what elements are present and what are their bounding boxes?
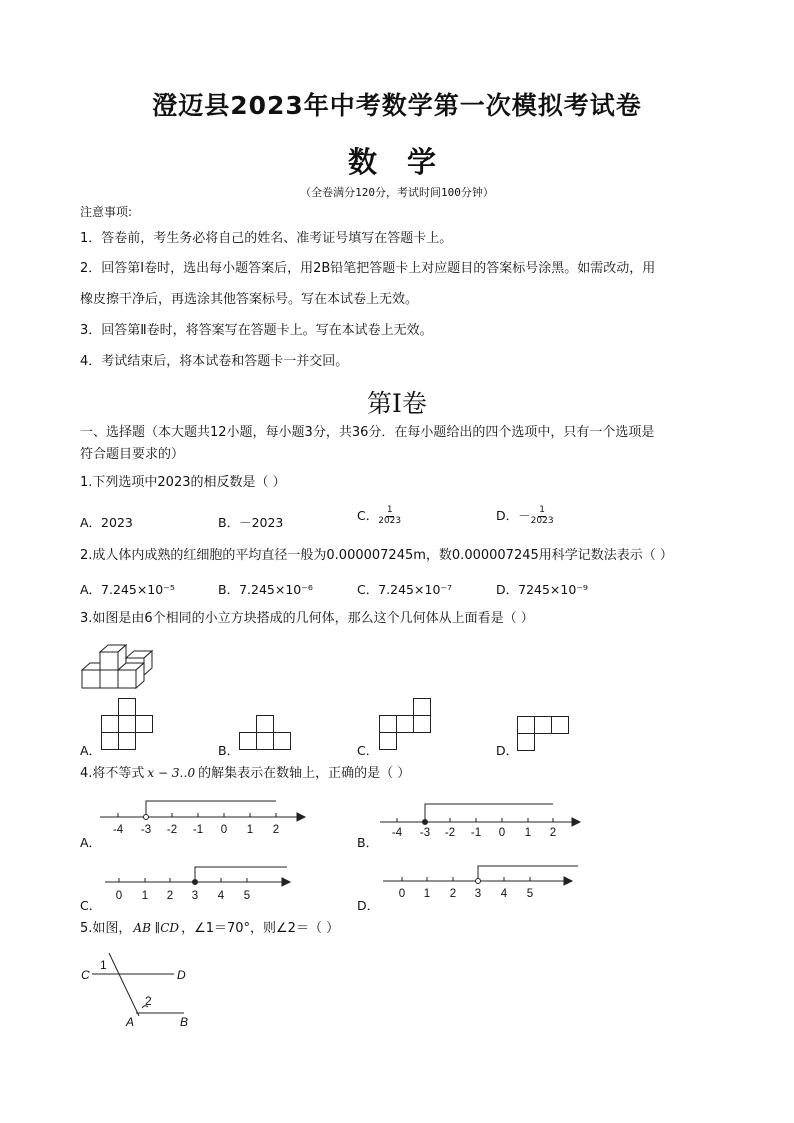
q4-c-tick-4: 4 (217, 890, 225, 902)
q4-a-tick-0: 0 (220, 824, 228, 836)
part1-heading: 一、选择题（本大题共12小题，每小题3分，共36分．在每小题给出的四个选项中，只有一个选项是 (80, 425, 655, 440)
q4-b-tick-2: 2 (549, 827, 557, 838)
q4-d-tick-5: 5 (526, 888, 534, 900)
q4-a-tick-neg4: -4 (112, 824, 124, 836)
q1-option-c (357, 506, 401, 527)
notice-item-2: 2．回答第Ⅰ卷时，选出每小题答案后，用2B铅笔把答题卡上对应题目的答案标号涂黑。如需改动，用 (80, 261, 656, 276)
q3-option-a-figure (100, 698, 160, 752)
q3-option-c-label: C． (357, 743, 379, 758)
q5-angle-1-label: 1 (100, 958, 107, 972)
q1-option-b: B．－2023 (218, 515, 284, 530)
q1-option-c-fraction (378, 506, 401, 527)
q1-option-d-denominator: 2023 (530, 516, 554, 526)
q4-a-tick-neg1: -1 (192, 824, 204, 836)
q4-option-a-label: A． (80, 835, 102, 850)
exam-duration-note: （全卷满分120分，考试时间100分钟） (300, 186, 494, 199)
q1-option-d-fraction (531, 506, 554, 527)
q4-b-tick-1: 1 (524, 827, 532, 838)
q4-option-a-numberline (95, 795, 310, 837)
q1-option-c-numerator: 1 (386, 505, 393, 516)
q3-stem: 3.如图是由6个相同的小立方块搭成的几何体，那么这个几何体从上面看是（ ） (80, 611, 534, 626)
q4-option-c-numberline (100, 862, 300, 904)
notice-item-2-cont: 橡皮擦干净后，再选涂其他答案标号。写在本试卷上无效。 (80, 292, 419, 307)
q4-b-tick-neg3: -3 (419, 827, 431, 838)
q4-option-d-numberline (378, 860, 583, 902)
notice-item-3: 3．回答第Ⅱ卷时，将答案写在答题卡上。写在本试卷上无效。 (80, 323, 433, 338)
q4-a-tick-1: 1 (246, 824, 254, 836)
q3-cube-figure (80, 638, 156, 690)
q3-option-b-label: B． (218, 743, 240, 758)
q2-option-b: B．7.245×10⁻⁶ (218, 582, 313, 597)
q4-d-tick-3: 3 (474, 888, 482, 900)
q2-option-d: D．7245×10⁻⁹ (496, 582, 588, 597)
q5-stem-mid: ，∠1＝70°，则∠2＝（ ） (181, 921, 340, 936)
q1-option-c-denominator: 2023 (378, 516, 402, 526)
q5-parallel-lines-figure (78, 950, 208, 1032)
q4-d-tick-0: 0 (398, 888, 406, 900)
q3-option-d-figure (516, 715, 576, 753)
section-title: 第Ⅰ卷 (367, 389, 427, 418)
q4-c-tick-2: 2 (166, 890, 174, 902)
notice-item-4: 4．考试结束后，将本试卷和答题卡一并交回。 (80, 354, 349, 369)
q4-stem (80, 767, 410, 780)
q1-option-d (496, 506, 554, 527)
q5-label-c: C (81, 968, 90, 982)
q4-b-tick-0: 0 (498, 827, 506, 838)
q5-label-b: B (180, 1015, 189, 1029)
q5-label-a: A (126, 1015, 135, 1029)
q5-stem-pre: 5.如图， (80, 921, 132, 936)
notice-item-1: 1．答卷前，考生务必将自己的姓名、准考证号填写在答题卡上。 (80, 231, 453, 246)
q1-option-d-label: D．－ (496, 508, 531, 523)
q4-d-tick-4: 4 (500, 888, 508, 900)
notice-heading: 注意事项: (80, 205, 133, 219)
q4-option-b-label: B． (357, 835, 379, 850)
q4-option-b-numberline (375, 796, 585, 838)
q4-b-tick-neg4: -4 (391, 827, 403, 838)
q4-stem-pre: 4.将不等式 (80, 766, 145, 781)
exam-title: 澄迈县2023年中考数学第一次模拟考试卷 (152, 91, 642, 120)
q4-c-tick-3: 3 (191, 890, 199, 902)
q1-option-a: A．2023 (80, 515, 133, 530)
q4-b-tick-neg2: -2 (444, 827, 456, 838)
q2-option-c: C．7.245×10⁻⁷ (357, 582, 453, 597)
q5-angle-2-label: 2 (145, 994, 152, 1008)
q3-option-a-label: A． (80, 743, 102, 758)
q4-inequality: x − 3‥0 (147, 766, 196, 780)
q3-option-c-figure (378, 698, 438, 752)
q4-d-tick-1: 1 (423, 888, 431, 900)
part1-heading-cont: 符合题目要求的） (80, 447, 185, 462)
q5-label-d: D (177, 968, 186, 982)
q4-c-tick-5: 5 (243, 890, 251, 902)
q4-a-tick-neg3: -3 (140, 824, 152, 836)
q4-b-tick-neg1: -1 (470, 827, 482, 838)
q4-c-tick-0: 0 (115, 890, 123, 902)
q4-d-tick-2: 2 (449, 888, 457, 900)
q4-c-tick-1: 1 (141, 890, 149, 902)
subject-title: 数学 (347, 145, 466, 179)
q3-option-b-figure (238, 715, 298, 753)
q4-a-tick-2: 2 (272, 824, 280, 836)
q4-option-c-label: C． (80, 898, 102, 913)
q4-stem-post: 的解集表示在数轴上，正确的是（ ） (198, 766, 411, 781)
q5-parallel: AB ∥CD (133, 921, 180, 935)
q4-a-tick-neg2: -2 (166, 824, 178, 836)
q2-stem: 2.成人体内成熟的红细胞的平均直径一般为0.000007245m，数0.000007245用科学记数法表示（ ） (80, 548, 673, 563)
q1-option-c-label: C． (357, 508, 379, 523)
q1-stem: 1.下列选项中2023的相反数是（ ） (80, 475, 286, 490)
q1-option-d-numerator: 1 (539, 505, 545, 516)
q4-option-d-label: D． (357, 898, 380, 913)
q2-option-a: A．7.245×10⁻⁵ (80, 582, 175, 597)
q5-stem (80, 922, 339, 935)
q3-option-d-label: D． (496, 743, 519, 758)
